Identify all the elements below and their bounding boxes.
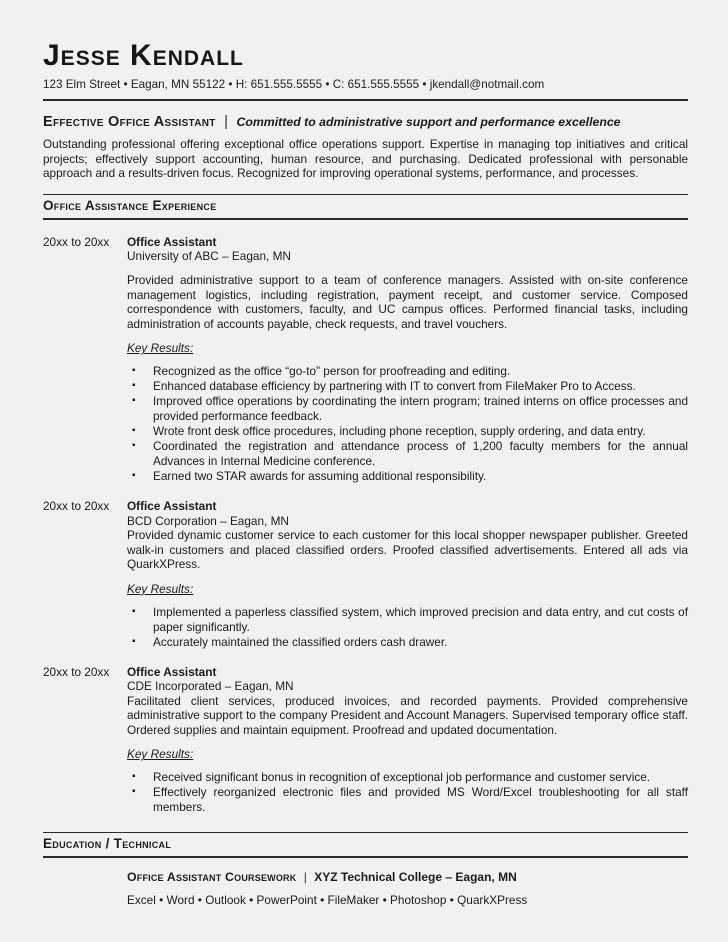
experience-heading-label: Office Assistance Experience — [43, 197, 217, 213]
headline-title: Effective Office Assistant — [43, 114, 216, 130]
key-result-item: ▪ Received significant bonus in recognition of exceptional job performance and customer service. — [127, 770, 688, 785]
key-result-item: ▪ Implemented a paperless classified system, which improved precision and data entry, and cut costs of paper significantly. — [127, 605, 688, 635]
job-entry — [43, 499, 688, 650]
job-description: Provided dynamic customer service to each customer for this local shopper newspaper publisher. Greeted walk-in customers and placed classified orders. Proofed classified advertisements. Entered all ads via QuarkXPress. — [127, 528, 688, 572]
header-divider — [43, 99, 688, 101]
key-results-list — [127, 605, 688, 650]
education-section-heading — [43, 832, 688, 858]
job-entry — [43, 235, 688, 484]
key-results-label: Key Results: — [127, 747, 194, 762]
education-line — [127, 870, 688, 884]
key-result-item: ▪ Earned two STAR awards for assuming additional responsibility. — [127, 469, 688, 484]
job-title: Office Assistant — [127, 234, 217, 249]
contact-line: 123 Elm Street • Eagan, MN 55122 • H: 651.555.5555 • C: 651.555.5555 • jkendall@notmail.com — [43, 78, 545, 91]
education-school: XYZ Technical College – Eagan, MN — [314, 870, 517, 885]
job-description: Facilitated client services, produced invoices, and recorded payments. Provided comprehensive administrative support to the company President and Account Managers. Supervised temporary office staff. Ordered supplies and maintain equipment. Proofread and updated documentation. — [127, 693, 688, 737]
key-result-item: ▪ Recognized as the office “go-to” person for proofreading and editing. — [127, 364, 688, 379]
job-dates: 20xx to 20xx — [43, 234, 110, 249]
key-results-label: Key Results: — [127, 581, 194, 596]
job-body — [127, 235, 688, 484]
candidate-name: Jesse Kendall — [43, 39, 244, 72]
key-results-list — [127, 770, 688, 815]
headline — [43, 113, 688, 131]
key-result-item: ▪ Wrote front desk office procedures, including phone reception, supply ordering, and data entry. — [127, 424, 688, 439]
job-dates: 20xx to 20xx — [43, 498, 110, 513]
job-description: Provided administrative support to a team of conference managers. Assisted with on-site conference management logistics, including registration, payment receipt, and customer service. Composed correspondence with customers, faculty, and UC campus offices. Performed financial tasks, including administration of accounts payable, check requests, and travel vouchers. — [127, 272, 688, 331]
headline-separator: | — [224, 113, 229, 130]
key-result-item: ▪ Effectively reorganized electronic files and provided MS Word/Excel troubleshooting for all staff members. — [127, 785, 688, 815]
key-results-list — [127, 364, 688, 484]
education-heading-label: Education / Technical — [43, 836, 172, 852]
job-company: University of ABC – Eagan, MN — [127, 249, 291, 264]
key-result-item: ▪ Accurately maintained the classified orders cash drawer. — [127, 635, 688, 650]
resume-header — [43, 40, 688, 92]
job-dates: 20xx to 20xx — [43, 664, 110, 679]
job-title: Office Assistant — [127, 664, 217, 679]
education-body — [127, 870, 688, 907]
headline-tagline: Committed to administrative support and performance excellence — [236, 115, 621, 129]
education-separator: | — [303, 870, 307, 885]
job-company: BCD Corporation – Eagan, MN — [127, 513, 289, 528]
key-result-item: ▪ Enhanced database efficiency by partnering with IT to convert from FileMaker Pro to Access. — [127, 379, 688, 394]
job-body — [127, 665, 688, 816]
summary-paragraph: Outstanding professional offering exceptional office operations support. Expertise in managing top initiatives and critical projects; effectively support accounting, human resource, and purchasing. Dedicated professional with personable approach and a results-driven focus. Recognized for improving operational systems, performance, and processes. — [43, 137, 688, 181]
key-result-item: ▪ Coordinated the registration and attendance process of 1,200 faculty members for the annual Advances in Internal Medicine conference. — [127, 439, 688, 469]
job-company: CDE Incorporated – Eagan, MN — [127, 679, 294, 694]
key-results-label: Key Results: — [127, 341, 194, 356]
job-entry — [43, 665, 688, 816]
skills-line: Excel • Word • Outlook • PowerPoint • FileMaker • Photoshop • QuarkXPress — [127, 893, 528, 908]
key-result-item: ▪ Improved office operations by coordinating the intern program; trained interns on office processes and provided performance feedback. — [127, 394, 688, 424]
job-body — [127, 499, 688, 650]
job-title: Office Assistant — [127, 498, 217, 513]
experience-section-heading — [43, 194, 688, 220]
education-coursework: Office Assistant Coursework — [127, 870, 297, 885]
